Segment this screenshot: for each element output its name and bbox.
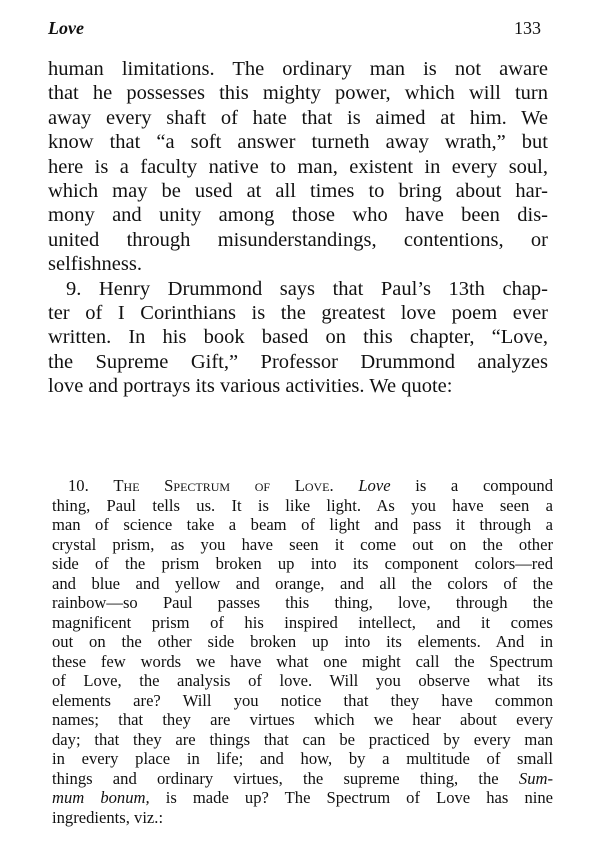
text-segment: united through misunderstandings, contentions, or (48, 228, 548, 251)
text-segment: of Love, the analysis of love. Will you observe what its (52, 671, 553, 690)
text-segment: and blue and yellow and orange, and all the colors of the (52, 573, 553, 593)
text-segment: that he possesses this mighty power, which will turn (48, 82, 548, 105)
page-number: 133 (514, 18, 541, 38)
italic-text: mum bonum, (52, 788, 150, 807)
text-line (52, 613, 553, 633)
text-segment: rainbow—so Paul passes this thing, love, through the (52, 593, 553, 612)
text-segment: names; that they are virtues which we hear about every (52, 710, 553, 729)
text-segment: day; that they are things that can be practiced by every man (52, 729, 553, 749)
text-line (48, 350, 548, 374)
text-segment: selfishness. (48, 253, 142, 276)
text-line (52, 710, 553, 730)
text-line (52, 671, 553, 691)
italic-text: Love (358, 476, 391, 495)
text-line (52, 730, 553, 750)
text-segment: these few words we have what one might call the Spectrum (52, 651, 553, 671)
text-line (48, 155, 548, 179)
text-line (48, 203, 548, 227)
text-segment: here is a faculty native to man, existent in every soul, (48, 155, 548, 178)
text-segment: is made up? The Spectrum of Love has nine (149, 788, 554, 807)
text-line (52, 632, 553, 652)
text-segment: crystal prism, as you have seen it come out on the other (52, 534, 553, 554)
text-line (52, 496, 553, 516)
body-text (48, 57, 548, 398)
text-segment: mony and unity among those who have been dis- (48, 204, 548, 227)
text-segment: out on the other side broken up into its elements. And in (52, 632, 553, 651)
text-line (52, 788, 553, 808)
text-segment: 9. Henry Drummond says that Paul’s 13th chap- (66, 277, 548, 300)
text-segment: know that “a soft answer turneth away wrath,” but (48, 131, 548, 154)
text-line (52, 691, 553, 711)
text-line (48, 106, 548, 130)
text-segment (334, 476, 359, 495)
text-segment: side of the prism broken up into its component colors—red (52, 554, 553, 573)
text-line (52, 515, 553, 535)
text-segment: which may be used at all times to bring about har- (48, 179, 548, 202)
text-line (48, 57, 548, 81)
text-line (48, 325, 548, 349)
text-line (48, 301, 548, 325)
text-segment: man of science take a beam of light and pass it through a (52, 515, 553, 534)
text-line (48, 228, 548, 252)
small-caps-heading: The Spectrum of Love. (113, 476, 334, 495)
text-segment: the Supreme Gift,” Professor Drummond analyzes (48, 350, 548, 373)
text-line (52, 574, 553, 594)
text-line (52, 535, 553, 555)
text-segment: thing, Paul tells us. It is like light. As you have seen a (52, 495, 553, 515)
text-segment: 10. (68, 476, 114, 495)
text-line (48, 179, 548, 203)
text-segment: ingredients, viz.: (52, 807, 164, 827)
italic-text: Sum- (518, 768, 553, 788)
text-line (52, 554, 553, 574)
text-segment: magnificent prism of his inspired intellect, and it comes (52, 612, 553, 632)
text-line (52, 769, 553, 789)
quotation-block (52, 476, 553, 827)
text-line (48, 130, 548, 154)
text-segment: away every shaft of hate that is aimed at him. We (48, 106, 548, 129)
running-head: Love (48, 18, 84, 38)
text-segment: love and portrays its various activities. We quote: (48, 375, 453, 398)
text-segment: human limitations. The ordinary man is not aware (48, 58, 548, 80)
text-line (48, 277, 548, 301)
text-line (48, 374, 548, 398)
text-line (52, 749, 553, 769)
text-line (48, 81, 548, 105)
text-line (52, 652, 553, 672)
text-segment: in every place in life; and how, by a multitude of small (52, 749, 553, 768)
text-line (48, 252, 548, 276)
text-segment: written. In his book based on this chapter, “Love, (48, 326, 548, 349)
text-segment: is a compound (390, 476, 553, 495)
text-segment: things and ordinary virtues, the supreme thing, the (52, 768, 519, 788)
text-line (52, 593, 553, 613)
text-line (52, 476, 553, 496)
text-segment: ter of I Corinthians is the greatest love poem ever (48, 301, 548, 324)
text-line (52, 808, 553, 828)
text-segment: elements are? Will you notice that they have common (52, 690, 553, 710)
